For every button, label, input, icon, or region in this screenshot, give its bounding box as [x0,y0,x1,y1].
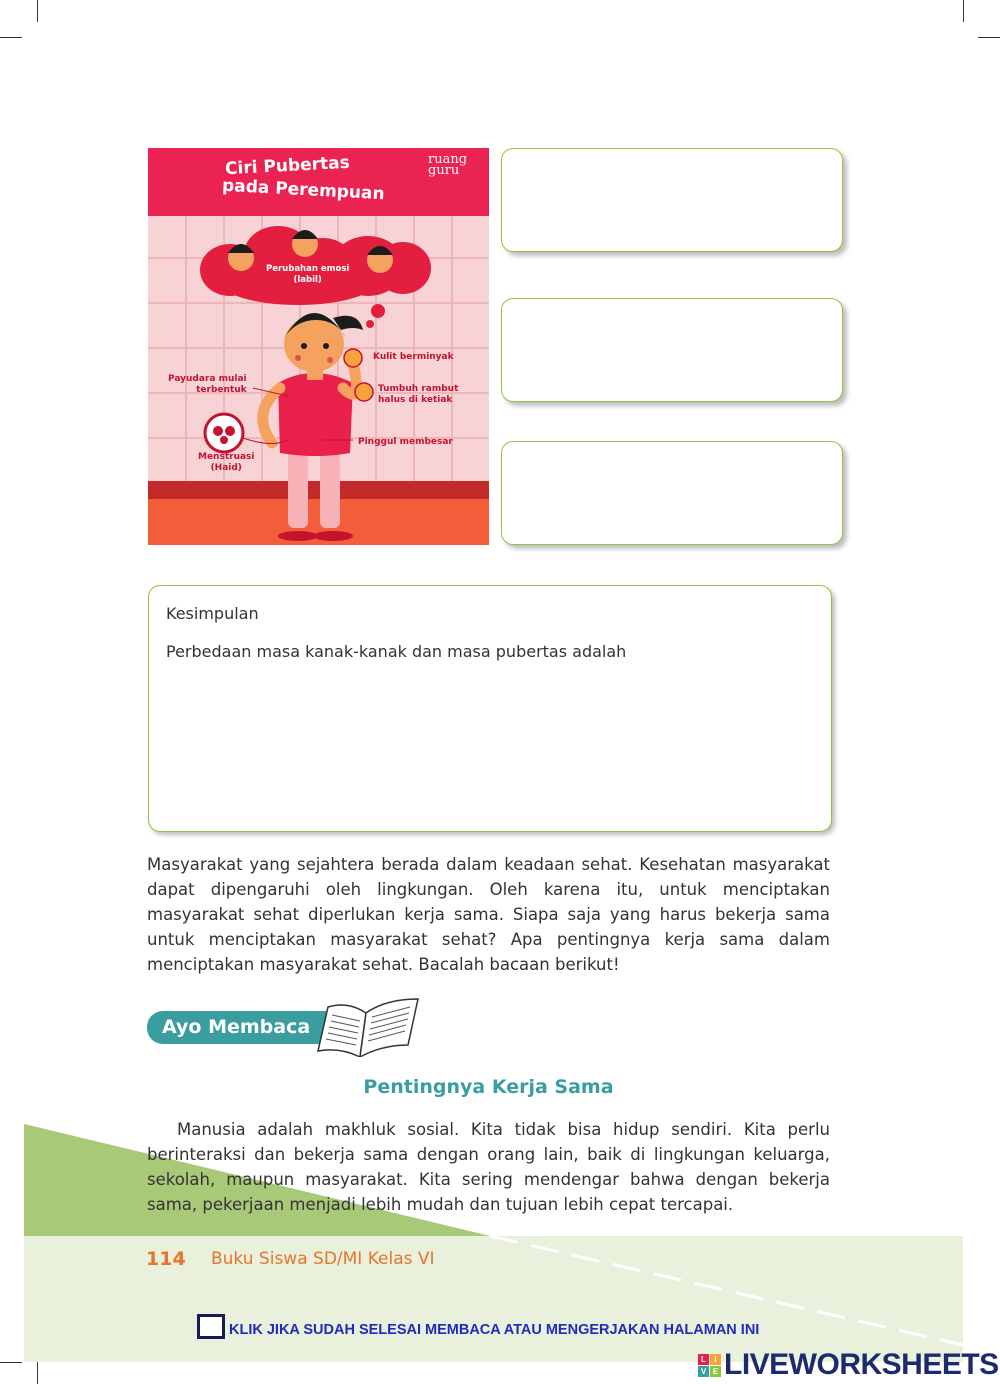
book-title: Buku Siswa SD/MI Kelas VI [211,1249,435,1269]
article-title: Pentingnya Kerja Sama [363,1076,614,1098]
answer-box-2 [501,298,843,402]
label-armpit-hair: Tumbuh rambut halus di ketiak [378,384,459,405]
conclusion-prompt: Perbedaan masa kanak-kanak dan masa pubertas adalah [166,642,627,661]
answer-input-3[interactable] [502,442,842,544]
done-label[interactable]: KLIK JIKA SUDAH SELESAI MEMBACA ATAU MENGERJAKAN HALAMAN INI [229,1322,760,1338]
label-oily-skin: Kulit berminyak [373,352,454,362]
infographic-title-line2: pada Perempuan [221,175,386,205]
liveworksheets-brand: LIVEWORKSHEETS [724,1348,999,1381]
label-breast: Payudara mulai terbentuk [168,374,247,395]
conclusion-heading: Kesimpulan [166,604,259,623]
infographic-illustration [148,148,489,545]
puberty-infographic [148,148,489,545]
done-checkbox[interactable] [197,1314,225,1339]
label-hips: Pinggul membesar [358,437,453,447]
open-book-icon [312,995,422,1057]
answer-input-2[interactable] [502,299,842,401]
answer-input-1[interactable] [502,149,842,251]
article-paragraph: Manusia adalah makhluk sosial. Kita tidak bisa hidup sendiri. Kita perlu berinteraksi dan bekerja sama dengan orang lain, baik di lingkungan keluarga, sekolah, maupun masyarakat. Kita sering mendengar bahwa dengan bekerja sama, pekerjaan menjadi lebih mudah dan tujuan lebih cepat tercapai. [147,1120,830,1214]
label-menstruation: Menstruasi (Haid) [198,452,255,473]
intro-paragraph: Masyarakat yang sejahtera berada dalam keadaan sehat. Kesehatan masyarakat dapat dipengaruhi oleh lingkungan. Oleh karena itu, untuk menciptakan masyarakat sehat diperlukan kerja sama. Siapa saja yang harus bekerja sama untuk menciptakan masyarakat sehat? Apa pentingnya kerja sama dalam menciptakan masyarakat sehat. Bacalah bacaan berikut! [147,855,830,974]
answer-box-1 [501,148,843,252]
liveworksheets-mark-icon: L I V E [698,1354,721,1377]
ruangguru-logo: ruang guru [428,152,468,178]
conclusion-input[interactable] [164,670,818,824]
reading-section-label: Ayo Membaca [147,1011,327,1044]
page-number: 114 [146,1248,186,1270]
label-emotion: Perubahan emosi (labil) [266,264,350,285]
answer-box-3 [501,441,843,545]
liveworksheets-logo [698,1348,999,1382]
infographic-title-line1: Ciri Pubertas [224,152,351,180]
conclusion-box [148,585,832,832]
